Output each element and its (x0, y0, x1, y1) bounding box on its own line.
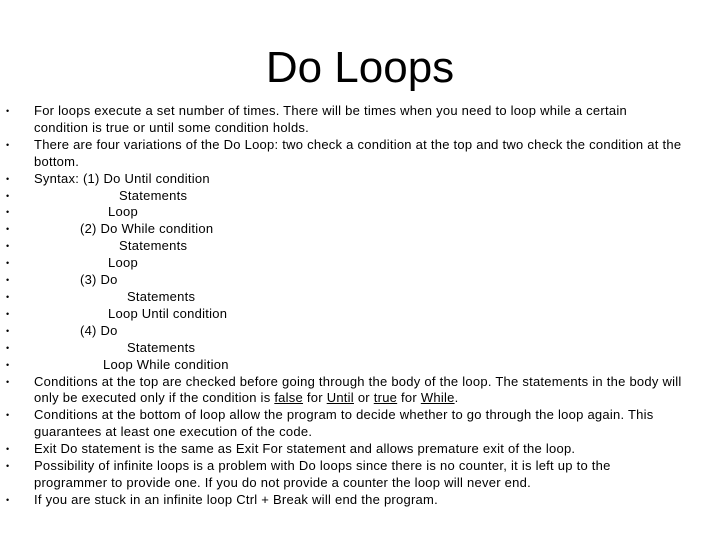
list-item: • Statements (6, 288, 196, 304)
list-item: • Exit Do statement is the same as Exit For statement and allows premature exit of the loop. (6, 441, 576, 457)
bullet-icon: • (6, 207, 10, 218)
bullet-icon: • (6, 359, 10, 370)
slide-title: Do Loops (265, 43, 455, 92)
list-item: • Syntax: (1) Do Until condition (6, 170, 210, 186)
bullet-icon: • (6, 461, 10, 472)
bullet-icon: • (6, 444, 10, 455)
bullet-list (0, 103, 720, 509)
list-item: • There are four variations of the Do Loop: two check a condition at the top and two check the condition at the bottom. (6, 136, 682, 169)
bullet-icon: • (6, 308, 10, 319)
bullet-icon: • (6, 410, 10, 421)
keyword-true: true (373, 390, 398, 406)
list-item: • For loops execute a set number of times. There will be times when you need to loop while a certain condition is true or until some condition holds. (6, 103, 627, 135)
bullet-icon: • (6, 139, 10, 150)
bullet-icon: • (6, 173, 10, 184)
list-item: • Possibility of infinite loops is a problem with Do loops since there is no counter, it is left up to the programmer to provide one. If you do not provide a counter the loop will never end. (6, 458, 611, 490)
bullet-icon: • (6, 106, 10, 116)
list-item: • Conditions at the bottom of loop allow the program to decide whether to go through the loop again. This guarantees at least one execution of the code. (6, 407, 654, 440)
list-item: • (2) Do While condition (6, 221, 214, 237)
bullet-icon: • (6, 241, 10, 252)
keyword-until: Until (326, 390, 354, 406)
bullet-icon: • (6, 224, 10, 235)
bullet-icon: • (6, 342, 10, 353)
list-item: • Loop While condition (6, 356, 229, 372)
list-item: • (4) Do (6, 322, 118, 338)
bullet-icon: • (6, 325, 10, 336)
list-item: • Loop (6, 204, 138, 220)
bullet-icon: • (6, 275, 10, 286)
bullet-icon: • (6, 291, 10, 302)
list-item: • Conditions at the top are checked before going through the body of the loop. The statements in the body will only be executed only if the condition is false for Until or true for While. (6, 373, 682, 406)
list-item: • If you are stuck in an infinite loop Ctrl + Break will end the program. (6, 491, 438, 507)
list-item: • Loop Until condition (6, 305, 228, 321)
keyword-while: While (420, 390, 455, 406)
bullet-icon: • (6, 190, 10, 201)
list-item: • Statements (6, 238, 188, 254)
keyword-false: false (274, 390, 304, 406)
list-item: • Statements (6, 187, 188, 203)
bullet-icon: • (6, 494, 10, 505)
list-item: • Loop (6, 255, 138, 271)
list-item: • (3) Do (6, 272, 118, 288)
bullet-icon: • (6, 376, 10, 387)
bullet-icon: • (6, 258, 10, 269)
list-item: • Statements (6, 339, 196, 355)
